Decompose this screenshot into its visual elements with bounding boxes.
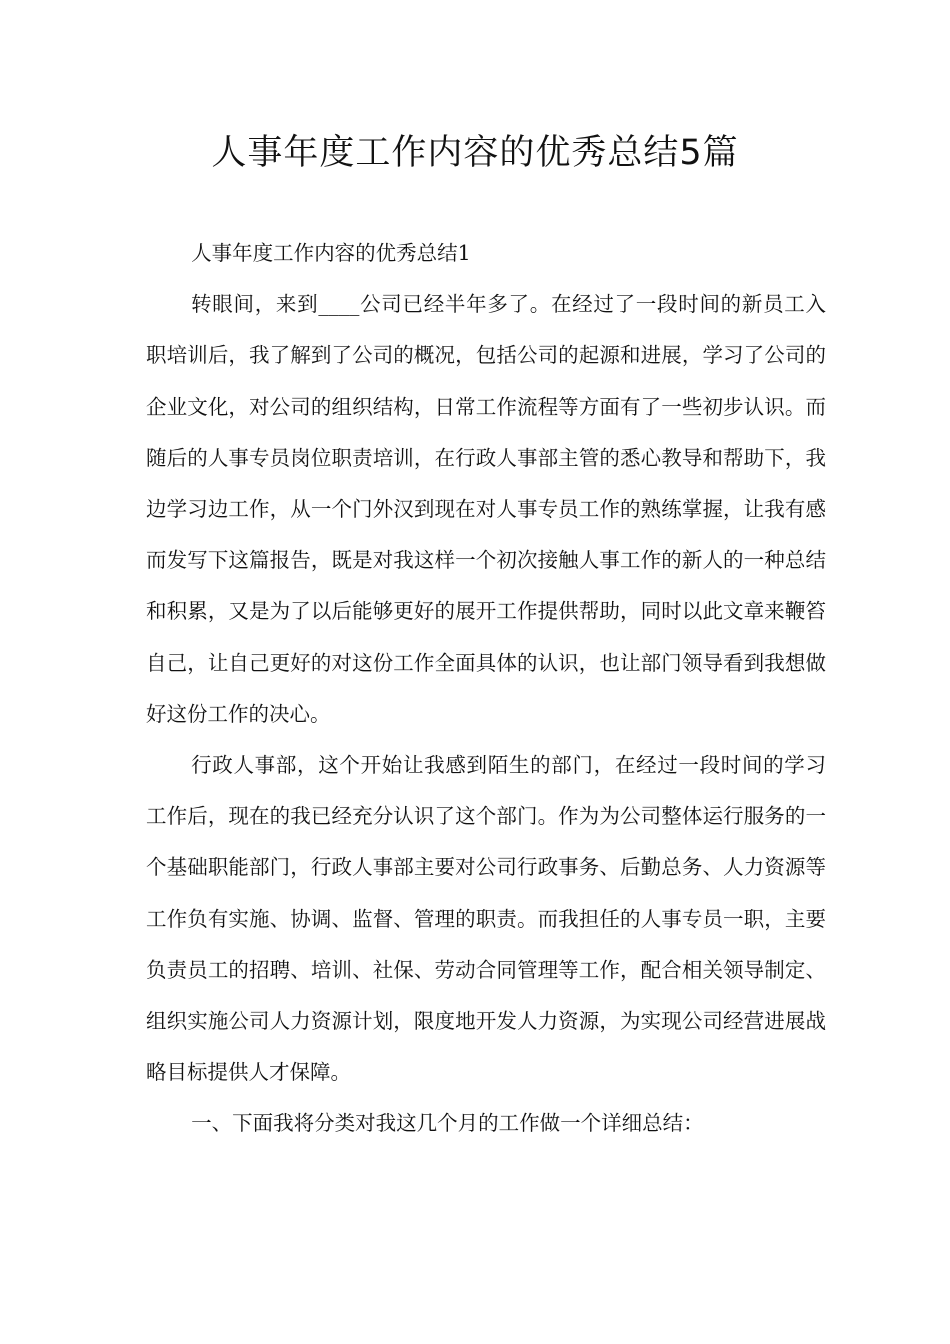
paragraph-2: 行政人事部，这个开始让我感到陌生的部门，在经过一段时间的学习工作后，现在的我已经充分认识了这个部门。作为为公司整体运行服务的一个基础职能部门，行政人事部主要对公司行政事务、后勤总务、人力资源等工作负有实施、协调、监督、管理的职责。而我担任的人事专员一职，主要负责员工的招聘、培训、社保、劳动合同管理等工作，配合相关领导制定、组织实施公司人力资源计划，限度地开发人力资源，为实现公司经营进展战略目标提供人才保障。 [146,753,826,1085]
document-title: 人事年度工作内容的优秀总结5篇 [211,133,739,173]
section-heading: 人事年度工作内容的优秀总结1 [191,241,471,265]
document-body [146,228,826,1150]
paragraph-1: 转眼间，来到____公司已经半年多了。在经过了一段时间的新员工入职培训后，我了解到了公司的概况，包括公司的起源和进展，学习了公司的企业文化，对公司的组织结构，日常工作流程等方面有了一些初步认识。而随后的人事专员岗位职责培训，在行政人事部主管的悉心教导和帮助下，我边学习边工作，从一个门外汉到现在对人事专员工作的熟练掌握，让我有感而发写下这篇报告，既是对我这样一个初次接触人事工作的新人的一种总结和积累，又是为了以后能够更好的展开工作提供帮助，同时以此文章来鞭笞自己，让自己更好的对这份工作全面具体的认识，也让部门领导看到我想做好这份工作的决心。 [146,292,826,726]
paragraph-3: 一、下面我将分类对我这几个月的工作做一个详细总结： [191,1111,704,1136]
